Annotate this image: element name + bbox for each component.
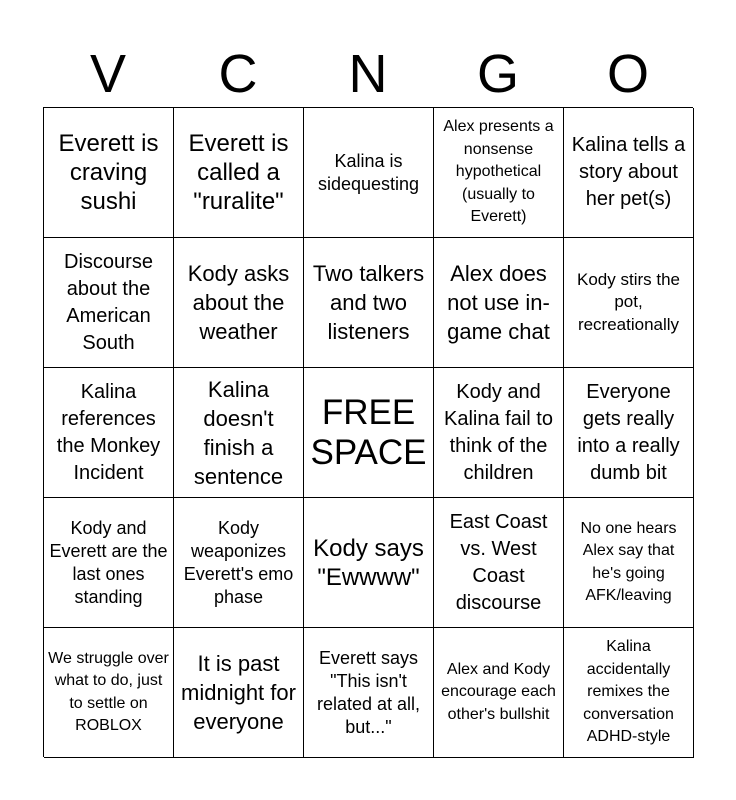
bingo-header — [43, 40, 693, 108]
cell-text: Kody stirs the pot, recreationally — [577, 269, 680, 334]
bingo-cell-3-5[interactable] — [564, 368, 694, 498]
bingo-cell-5-4[interactable] — [434, 628, 564, 758]
free-space-text: FREE SPACE — [310, 392, 427, 472]
cell-text: East Coast vs. West Coast discourse — [449, 510, 548, 614]
header-letter-o: O — [606, 44, 649, 104]
cell-text: Kalina accidentally remixes the conversation ADHD-style — [583, 638, 674, 746]
cell-text: Kalina doesn't finish a sentence — [193, 376, 284, 489]
header-letter-g: G — [476, 44, 519, 104]
bingo-cell-5-2[interactable] — [174, 628, 304, 758]
cell-text: Alex does not use in-game chat — [447, 261, 550, 344]
cell-text: Alex presents a nonsense hypothetical (usually to Everett) — [443, 118, 554, 226]
cell-text: Kalina is sidequesting — [317, 150, 420, 194]
cell-text: Two talkers and two listeners — [312, 261, 425, 344]
cell-text: No one hears Alex say that he's going AFK/leaving — [580, 519, 677, 604]
cell-text: Everyone gets really into a really dumb bit — [577, 380, 680, 484]
bingo-cell-3-4[interactable] — [434, 368, 564, 498]
cell-text: Everett is called a "ruralite" — [188, 130, 289, 215]
bingo-cell-1-3[interactable] — [304, 108, 434, 238]
bingo-cell-4-2[interactable] — [174, 498, 304, 628]
cell-text: Kody says "Ewwww" — [313, 534, 424, 591]
bingo-cell-5-1[interactable] — [44, 628, 174, 758]
cell-text: Kalina references the Monkey Incident — [56, 380, 161, 484]
bingo-cell-1-4[interactable] — [434, 108, 564, 238]
cell-text: It is past midnight for everyone — [181, 651, 296, 734]
bingo-cell-3-3-free-space[interactable] — [304, 368, 434, 498]
bingo-cell-4-1[interactable] — [44, 498, 174, 628]
cell-text: Everett is craving sushi — [58, 130, 159, 215]
cell-text: Kody and Kalina fail to think of the children — [444, 380, 553, 484]
cell-text: Kody asks about the weather — [187, 261, 290, 344]
bingo-cell-4-4[interactable] — [434, 498, 564, 628]
bingo-cell-5-3[interactable] — [304, 628, 434, 758]
cell-text: We struggle over what to do, just to settle on ROBLOX — [48, 649, 169, 734]
cell-text: Kody weaponizes Everett's emo phase — [183, 517, 294, 607]
bingo-cell-2-4[interactable] — [434, 238, 564, 368]
bingo-cell-2-2[interactable] — [174, 238, 304, 368]
header-letter-n: N — [348, 44, 388, 104]
bingo-cell-3-2[interactable] — [174, 368, 304, 498]
bingo-cell-5-5[interactable] — [564, 628, 694, 758]
cell-text: Kalina tells a story about her pet(s) — [571, 134, 686, 210]
bingo-cell-3-1[interactable] — [44, 368, 174, 498]
bingo-cell-2-1[interactable] — [44, 238, 174, 368]
header-letter-c: C — [218, 44, 258, 104]
bingo-cell-1-5[interactable] — [564, 108, 694, 238]
bingo-cell-1-2[interactable] — [174, 108, 304, 238]
cell-text: Discourse about the American South — [64, 250, 153, 354]
bingo-cell-2-5[interactable] — [564, 238, 694, 368]
cell-text: Everett says "This isn't related at all, but..." — [316, 647, 421, 737]
bingo-cell-2-3[interactable] — [304, 238, 434, 368]
header-letter-v: V — [89, 44, 127, 104]
bingo-cell-4-5[interactable] — [564, 498, 694, 628]
bingo-board — [43, 107, 693, 757]
cell-text: Kody and Everett are the last ones standing — [49, 517, 168, 607]
cell-text: Alex and Kody encourage each other's bullshit — [441, 660, 556, 723]
bingo-cell-4-3[interactable] — [304, 498, 434, 628]
bingo-cell-1-1[interactable] — [44, 108, 174, 238]
